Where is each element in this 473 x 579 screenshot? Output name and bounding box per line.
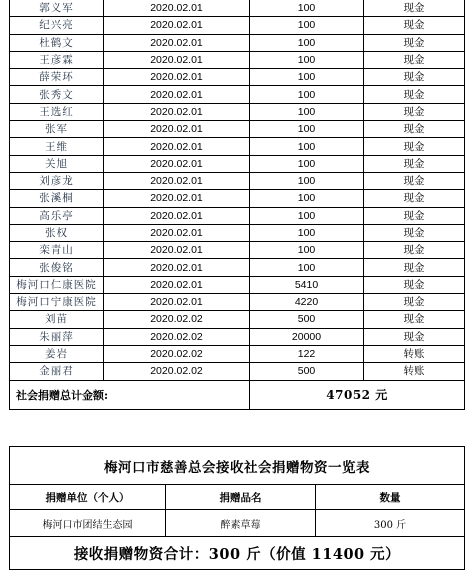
donor-name: 张权 (10, 224, 104, 241)
payment-method: 现金 (364, 155, 465, 172)
donation-amount: 100 (250, 242, 364, 259)
donation-row (10, 311, 465, 328)
donation-date: 2020.02.01 (104, 51, 250, 68)
donation-amount: 100 (250, 0, 364, 17)
donor-name: 刘彦龙 (10, 172, 104, 189)
cash-donation-table (9, 0, 465, 410)
donor-name: 王维 (10, 138, 104, 155)
donation-date: 2020.02.02 (104, 363, 250, 380)
donation-date: 2020.02.02 (104, 311, 250, 328)
donation-row (10, 155, 465, 172)
donation-row (10, 294, 465, 311)
payment-method: 现金 (364, 207, 465, 224)
donor-name: 姜岩 (10, 345, 104, 362)
payment-method: 现金 (364, 51, 465, 68)
column-header-quantity: 数量 (316, 485, 465, 510)
donation-date: 2020.02.01 (104, 17, 250, 34)
donor-name: 薛荣环 (10, 69, 104, 86)
donor-name: 金丽君 (10, 363, 104, 380)
goods-row (10, 510, 465, 537)
payment-method: 现金 (364, 311, 465, 328)
donation-date: 2020.02.01 (104, 190, 250, 207)
donation-amount: 122 (250, 345, 364, 362)
donation-row (10, 17, 465, 34)
donation-date: 2020.02.01 (104, 242, 250, 259)
donor-name: 杜鹤文 (10, 34, 104, 51)
donation-row (10, 34, 465, 51)
donation-amount: 100 (250, 172, 364, 189)
cash-donation-rows (10, 0, 465, 380)
donation-row (10, 51, 465, 68)
goods-item: 醉素草莓 (166, 510, 316, 537)
donor-name: 王彦霖 (10, 51, 104, 68)
donation-date: 2020.02.01 (104, 259, 250, 276)
donation-row (10, 224, 465, 241)
donor-name: 张溪桐 (10, 190, 104, 207)
donation-date: 2020.02.02 (104, 345, 250, 362)
donation-date: 2020.02.01 (104, 207, 250, 224)
donation-date: 2020.02.01 (104, 121, 250, 138)
payment-method: 现金 (364, 242, 465, 259)
donation-date: 2020.02.01 (104, 294, 250, 311)
payment-method: 现金 (364, 138, 465, 155)
payment-method: 现金 (364, 34, 465, 51)
donor-name: 梅河口宁康医院 (10, 294, 104, 311)
donor-name: 张秀文 (10, 86, 104, 103)
donation-amount: 100 (250, 17, 364, 34)
donation-amount: 100 (250, 207, 364, 224)
donation-row (10, 259, 465, 276)
donation-row (10, 207, 465, 224)
total-amount: 47052 元 (250, 380, 465, 409)
donation-row (10, 103, 465, 120)
payment-method: 现金 (364, 328, 465, 345)
donor-name: 朱丽萍 (10, 328, 104, 345)
donation-date: 2020.02.01 (104, 276, 250, 293)
payment-method: 现金 (364, 69, 465, 86)
donation-date: 2020.02.01 (104, 0, 250, 17)
donation-amount: 100 (250, 69, 364, 86)
payment-method: 现金 (364, 172, 465, 189)
payment-method: 现金 (364, 17, 465, 34)
donor-name: 高乐亭 (10, 207, 104, 224)
donation-amount: 100 (250, 86, 364, 103)
total-label: 社会捐赠总计金额: (10, 380, 250, 409)
donor-name: 张俊铭 (10, 259, 104, 276)
goods-donation-table (9, 446, 465, 570)
donation-row (10, 242, 465, 259)
donor-name: 郭义军 (10, 0, 104, 17)
donation-amount: 5410 (250, 276, 364, 293)
donation-amount: 100 (250, 103, 364, 120)
donation-amount: 100 (250, 34, 364, 51)
goods-table-title: 梅河口市慈善总会接收社会捐赠物资一览表 (10, 447, 465, 485)
goods-quantity: 300 斤 (316, 510, 465, 537)
donation-amount: 100 (250, 51, 364, 68)
donation-date: 2020.02.02 (104, 328, 250, 345)
donor-name: 梅河口仁康医院 (10, 276, 104, 293)
donation-amount: 100 (250, 155, 364, 172)
donation-date: 2020.02.01 (104, 224, 250, 241)
donor-name: 刘苗 (10, 311, 104, 328)
donation-row (10, 121, 465, 138)
donation-row (10, 138, 465, 155)
donation-date: 2020.02.01 (104, 86, 250, 103)
donation-row (10, 345, 465, 362)
payment-method: 现金 (364, 0, 465, 17)
donation-date: 2020.02.01 (104, 172, 250, 189)
goods-summary-row (10, 537, 465, 570)
donation-row (10, 86, 465, 103)
donation-amount: 100 (250, 121, 364, 138)
goods-header-row (10, 485, 465, 510)
payment-method: 现金 (364, 86, 465, 103)
payment-method: 现金 (364, 224, 465, 241)
donation-amount: 500 (250, 311, 364, 328)
donor-name: 纪兴亮 (10, 17, 104, 34)
donation-amount: 100 (250, 190, 364, 207)
payment-method: 现金 (364, 103, 465, 120)
donation-date: 2020.02.01 (104, 34, 250, 51)
donation-date: 2020.02.01 (104, 138, 250, 155)
donor-name: 张军 (10, 121, 104, 138)
donation-row (10, 0, 465, 17)
goods-donor: 梅河口市团结生态园 (10, 510, 166, 537)
donation-amount: 100 (250, 259, 364, 276)
donation-row (10, 363, 465, 380)
donation-row (10, 328, 465, 345)
donor-name: 关旭 (10, 155, 104, 172)
total-row (10, 380, 465, 409)
column-header-donor: 捐赠单位（个人） (10, 485, 166, 510)
donation-date: 2020.02.01 (104, 155, 250, 172)
donation-date: 2020.02.01 (104, 103, 250, 120)
donation-amount: 100 (250, 138, 364, 155)
donation-date: 2020.02.01 (104, 69, 250, 86)
donation-row (10, 69, 465, 86)
donation-amount: 4220 (250, 294, 364, 311)
donation-row (10, 190, 465, 207)
payment-method: 转账 (364, 345, 465, 362)
donation-amount: 500 (250, 363, 364, 380)
donor-name: 栾青山 (10, 242, 104, 259)
payment-method: 现金 (364, 259, 465, 276)
donation-row (10, 172, 465, 189)
payment-method: 转账 (364, 363, 465, 380)
donation-amount: 20000 (250, 328, 364, 345)
payment-method: 现金 (364, 276, 465, 293)
donor-name: 王选红 (10, 103, 104, 120)
goods-summary: 接收捐赠物资合计：300 斤（价值 11400 元） (10, 537, 465, 570)
payment-method: 现金 (364, 294, 465, 311)
goods-title-row (10, 447, 465, 485)
column-header-item: 捐赠品名 (166, 485, 316, 510)
payment-method: 现金 (364, 190, 465, 207)
donation-amount: 100 (250, 224, 364, 241)
donation-row (10, 276, 465, 293)
payment-method: 现金 (364, 121, 465, 138)
